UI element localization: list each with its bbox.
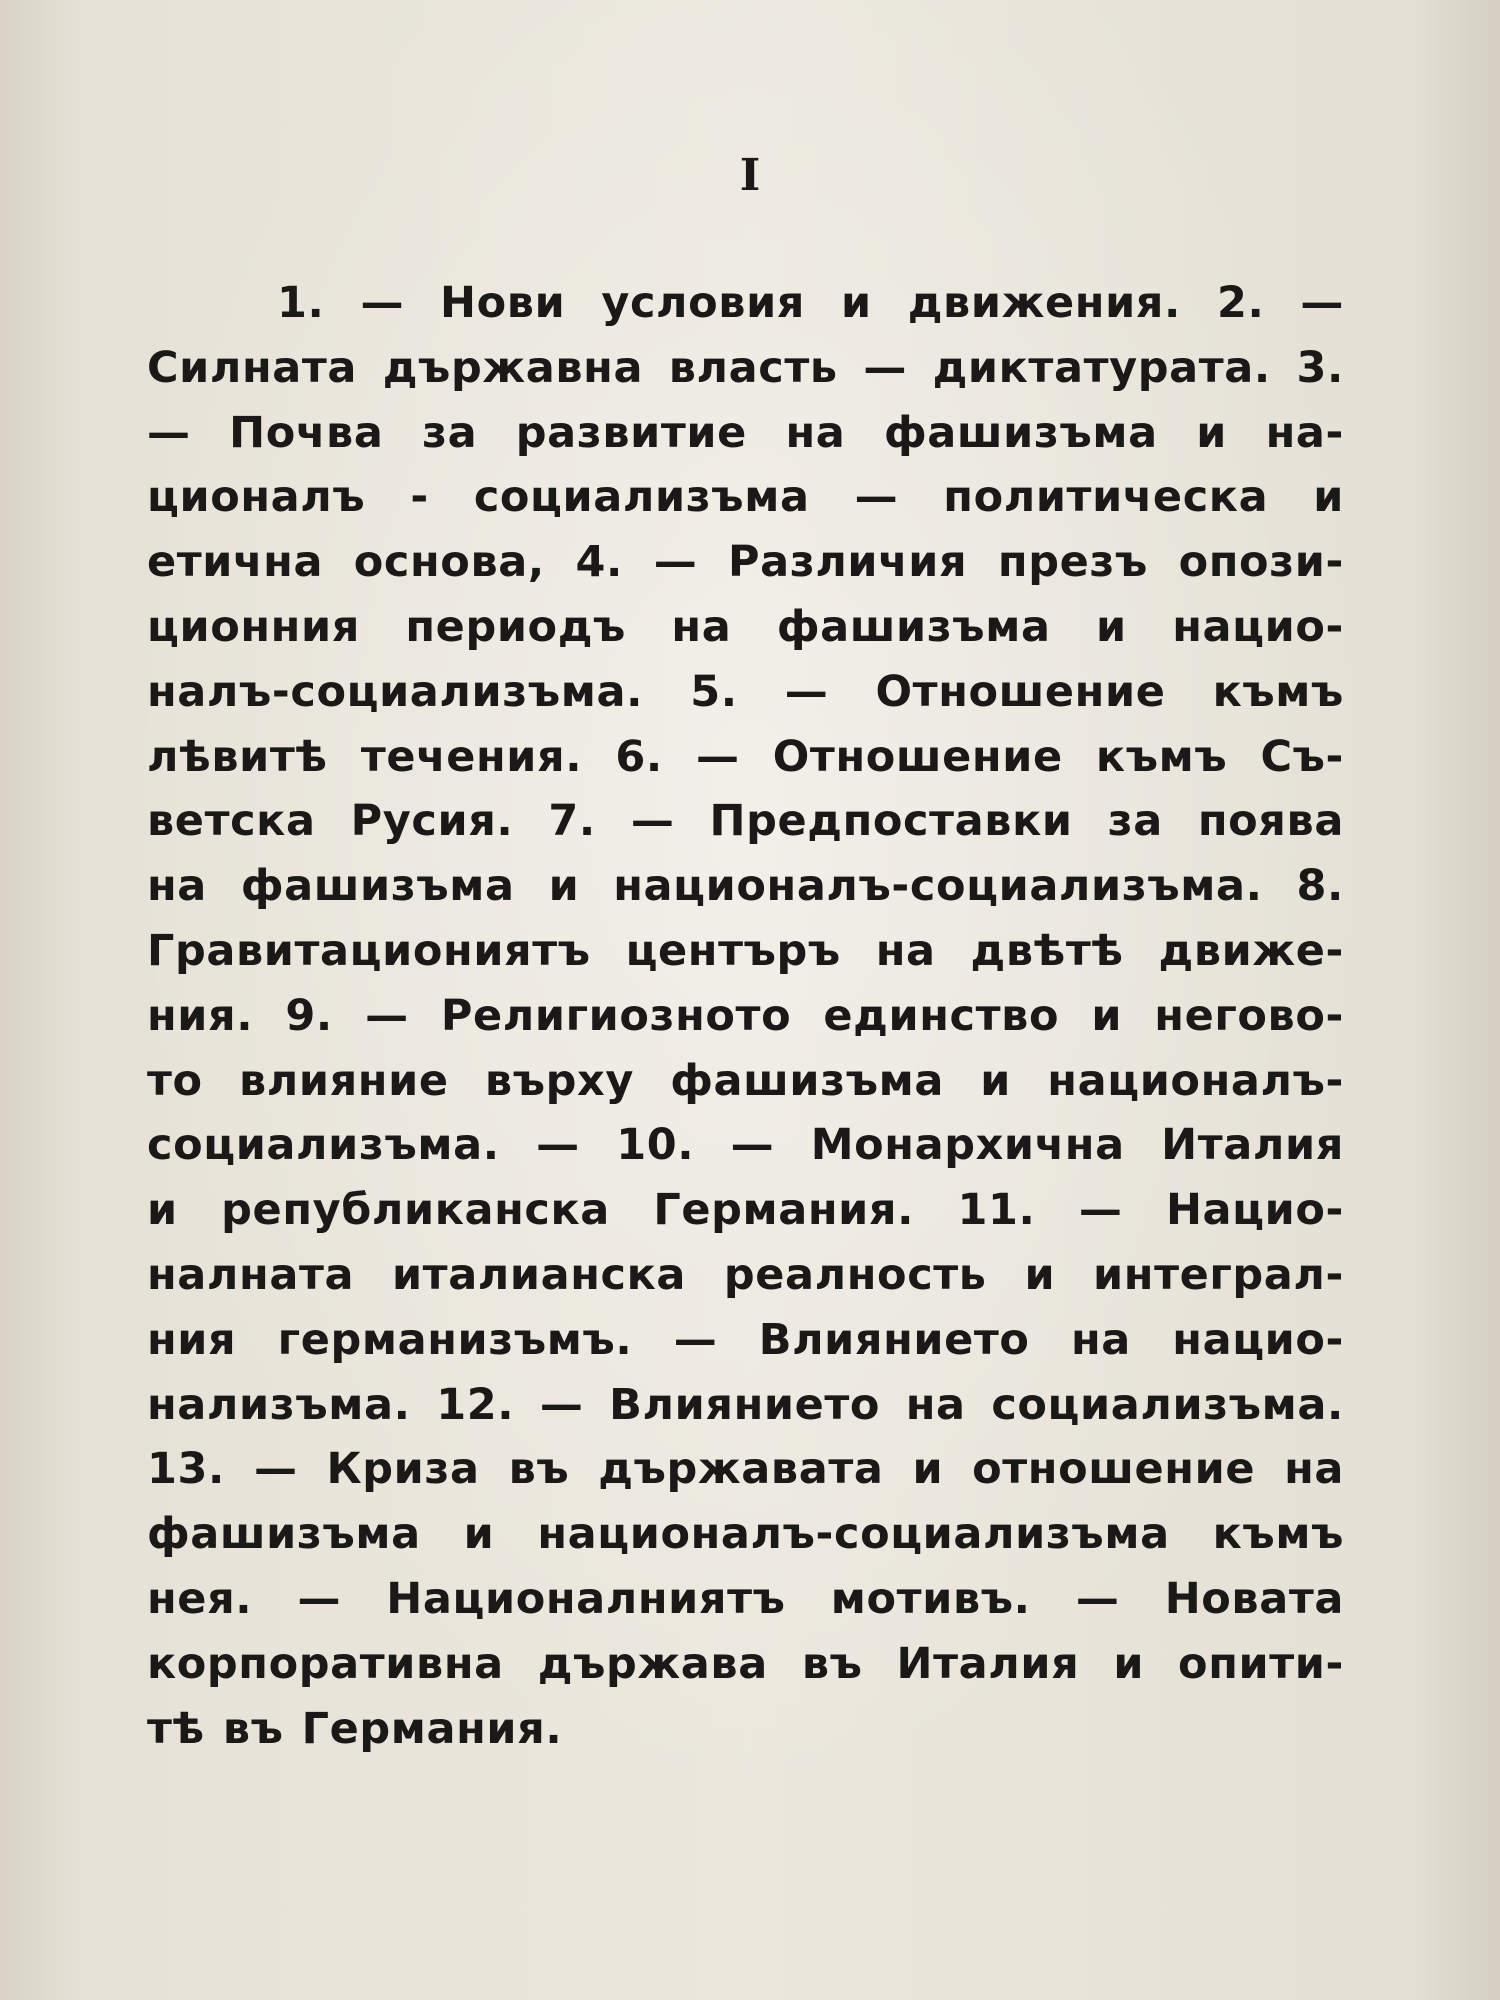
summary-word: Монархична (810, 1120, 1125, 1171)
summary-word: — (297, 1573, 342, 1624)
summary-word: националъ-социализъма. (613, 861, 1263, 912)
summary-word: въ (801, 1638, 863, 1689)
summary-word: и (841, 278, 872, 328)
summary-word: — (1300, 278, 1344, 328)
summary-word: 11. (957, 1185, 1036, 1236)
summary-word: германизъмъ. (277, 1314, 633, 1365)
summary-line (147, 1250, 1344, 1315)
summary-word: къмъ (1095, 731, 1228, 782)
summary-word: течения. (360, 731, 583, 782)
summary-word: 12. (436, 1379, 515, 1430)
summary-word: на (785, 407, 846, 458)
summary-line (147, 537, 1344, 602)
summary-word: националъ- (1047, 1055, 1344, 1106)
summary-word: държава (537, 1638, 768, 1689)
summary-word: мотивъ. (830, 1573, 1031, 1624)
summary-word: — (695, 731, 740, 782)
summary-word: негово- (1154, 990, 1344, 1041)
summary-word: — (863, 342, 907, 393)
summary-line (147, 926, 1344, 991)
summary-word: корпоративна (147, 1638, 504, 1689)
summary-word: Германия. (301, 1703, 563, 1754)
summary-word: 8. (1296, 861, 1344, 912)
summary-word: и (463, 1509, 495, 1560)
summary-word: социализъма. (147, 1120, 500, 1171)
summary-word: 9. (285, 990, 333, 1041)
summary-word: влияние (238, 1055, 449, 1106)
summary-word: — (1075, 1573, 1120, 1624)
summary-word: за (422, 407, 478, 458)
summary-word: — (630, 796, 675, 847)
summary-word: 2. (1216, 278, 1265, 328)
summary-word: Гравитациониятъ (147, 925, 591, 976)
summary-word: Италия (896, 1638, 1080, 1689)
summary-word: тѣ (147, 1703, 205, 1754)
summary-word: на (1070, 1314, 1131, 1365)
chapter-summary (147, 278, 1344, 1768)
summary-word: — (147, 407, 191, 458)
summary-word: 1. (277, 278, 325, 328)
summary-line (147, 1444, 1344, 1509)
summary-word: двѣтѣ (970, 925, 1124, 976)
summary-word: Отношение (875, 666, 1166, 717)
summary-word: периодъ (405, 601, 626, 652)
summary-word: къмъ (1212, 666, 1344, 717)
summary-word: политическа (943, 472, 1269, 523)
summary-word: фашизъма (147, 1509, 421, 1560)
summary-word: поява (1197, 796, 1344, 847)
summary-word: нацио- (1172, 601, 1344, 652)
summary-word: на (875, 925, 936, 976)
summary-line (147, 796, 1344, 861)
summary-line (147, 1704, 1344, 1769)
summary-line (147, 667, 1344, 732)
summary-line (147, 1574, 1344, 1639)
summary-word: социализъма. (991, 1379, 1344, 1430)
summary-word: на (905, 1379, 966, 1430)
summary-line (147, 1639, 1344, 1704)
summary-word: 3. (1296, 342, 1344, 393)
summary-word: — (360, 278, 405, 328)
summary-word: фашизъма (776, 601, 1051, 652)
summary-word: движения. (907, 278, 1181, 328)
summary-word: развитие (515, 407, 747, 458)
summary-word: 13. (147, 1444, 225, 1495)
summary-word: Италия (1161, 1120, 1344, 1171)
summary-word: — (653, 537, 698, 588)
summary-word: Силната (147, 342, 358, 393)
summary-word: — (365, 990, 409, 1041)
summary-word: центъръ (625, 925, 841, 976)
summary-word: социализъма (473, 472, 810, 523)
summary-line (147, 861, 1344, 926)
summary-word: — (854, 472, 899, 523)
summary-line (147, 472, 1344, 537)
summary-line (147, 1315, 1344, 1380)
summary-word: Германия. (653, 1185, 915, 1236)
summary-word: и (980, 1055, 1012, 1106)
summary-word: нея. (147, 1573, 253, 1624)
summary-line (147, 1509, 1344, 1574)
summary-word: Новата (1164, 1573, 1344, 1624)
summary-word: налъ-социализъма. (147, 666, 644, 717)
summary-word: италианска (391, 1249, 687, 1300)
summary-word: движе- (1158, 925, 1344, 976)
summary-word: Съ- (1260, 731, 1344, 782)
summary-word: 4. (575, 537, 623, 588)
summary-word: 5. (690, 666, 738, 717)
summary-word: Отношение (772, 731, 1063, 782)
summary-word: нацио- (1172, 1314, 1344, 1365)
summary-word: Нови (440, 278, 566, 328)
summary-word: основа, (353, 537, 545, 588)
summary-word: — (536, 1120, 580, 1171)
summary-word: Религиозното (440, 990, 792, 1041)
summary-line (147, 408, 1344, 473)
summary-word: на- (1265, 407, 1344, 458)
summary-word: на (147, 861, 207, 912)
summary-word: и (912, 1444, 944, 1495)
summary-word: — (784, 666, 829, 717)
summary-word: и (1091, 990, 1123, 1041)
summary-word: на (1284, 1444, 1344, 1495)
summary-word: и (1196, 407, 1228, 458)
summary-word: ционалъ (147, 472, 366, 523)
summary-word: на (671, 601, 732, 652)
summary-word: и (1113, 1638, 1145, 1689)
summary-word: фашизъма (240, 861, 515, 912)
summary-word: Нацио- (1165, 1185, 1344, 1236)
summary-word: и (1096, 601, 1127, 652)
summary-line (147, 1380, 1344, 1445)
summary-word: Влиянието (758, 1314, 1030, 1365)
summary-word: опити- (1178, 1638, 1344, 1689)
summary-word: Предпоставки (709, 796, 1073, 847)
summary-line (147, 1185, 1344, 1250)
summary-line (147, 602, 1344, 667)
summary-word: и (1024, 1249, 1056, 1300)
summary-word: Почва (229, 407, 384, 458)
summary-word: Различия (728, 537, 968, 588)
summary-word: за (1107, 796, 1163, 847)
summary-word: Националниятъ (386, 1573, 786, 1624)
summary-word: върху (484, 1055, 634, 1106)
summary-word: фашизъма (883, 407, 1158, 458)
summary-word: ветска (147, 796, 316, 847)
summary-word: — (730, 1120, 775, 1171)
summary-word: власть (668, 342, 838, 393)
summary-word: въ (508, 1444, 570, 1495)
summary-word: фашизъма (670, 1055, 944, 1106)
summary-word: етична (147, 537, 324, 588)
summary-word: и (548, 861, 580, 912)
summary-word: ния (147, 1314, 237, 1365)
summary-word: отношение (972, 1444, 1256, 1495)
summary-word: единство (823, 990, 1060, 1041)
summary-word: Русия. (350, 796, 514, 847)
summary-word: 7. (548, 796, 596, 847)
summary-word: нализъма. (147, 1379, 411, 1430)
summary-word: 10. (616, 1120, 695, 1171)
summary-word: националъ-социализъма (537, 1509, 1170, 1560)
summary-word: и (147, 1185, 178, 1236)
summary-word: презъ (997, 537, 1148, 588)
summary-word: Криза (326, 1444, 480, 1495)
summary-line (147, 1056, 1344, 1121)
summary-word: държавна (382, 342, 644, 393)
summary-word: условия (601, 278, 806, 328)
summary-word: — (253, 1444, 298, 1495)
summary-word: републиканска (221, 1185, 610, 1236)
summary-word: ционния (147, 601, 360, 652)
summary-word: — (673, 1314, 718, 1365)
summary-word: въ (222, 1703, 284, 1754)
summary-word: 6. (615, 731, 663, 782)
summary-word: интеграл- (1093, 1249, 1344, 1300)
summary-line (147, 278, 1344, 343)
summary-word: то (147, 1055, 203, 1106)
summary-word: лѣвитѣ (147, 731, 328, 782)
summary-line (147, 1120, 1344, 1185)
summary-word: къмъ (1212, 1509, 1344, 1560)
summary-word: — (539, 1379, 584, 1430)
summary-word: реалность (723, 1249, 987, 1300)
summary-word: налната (147, 1249, 355, 1300)
summary-word: и (1313, 472, 1344, 523)
summary-word: диктатурата. (932, 342, 1271, 393)
summary-word: — (1078, 1185, 1123, 1236)
summary-word: опози- (1178, 537, 1344, 588)
summary-word: - (410, 472, 429, 523)
summary-line (147, 991, 1344, 1056)
summary-word: държавата (598, 1444, 884, 1495)
summary-line (147, 732, 1344, 797)
chapter-numeral: I (739, 150, 761, 201)
summary-line (147, 343, 1344, 408)
summary-word: ния. (147, 990, 254, 1041)
summary-word: Влиянието (609, 1379, 881, 1430)
